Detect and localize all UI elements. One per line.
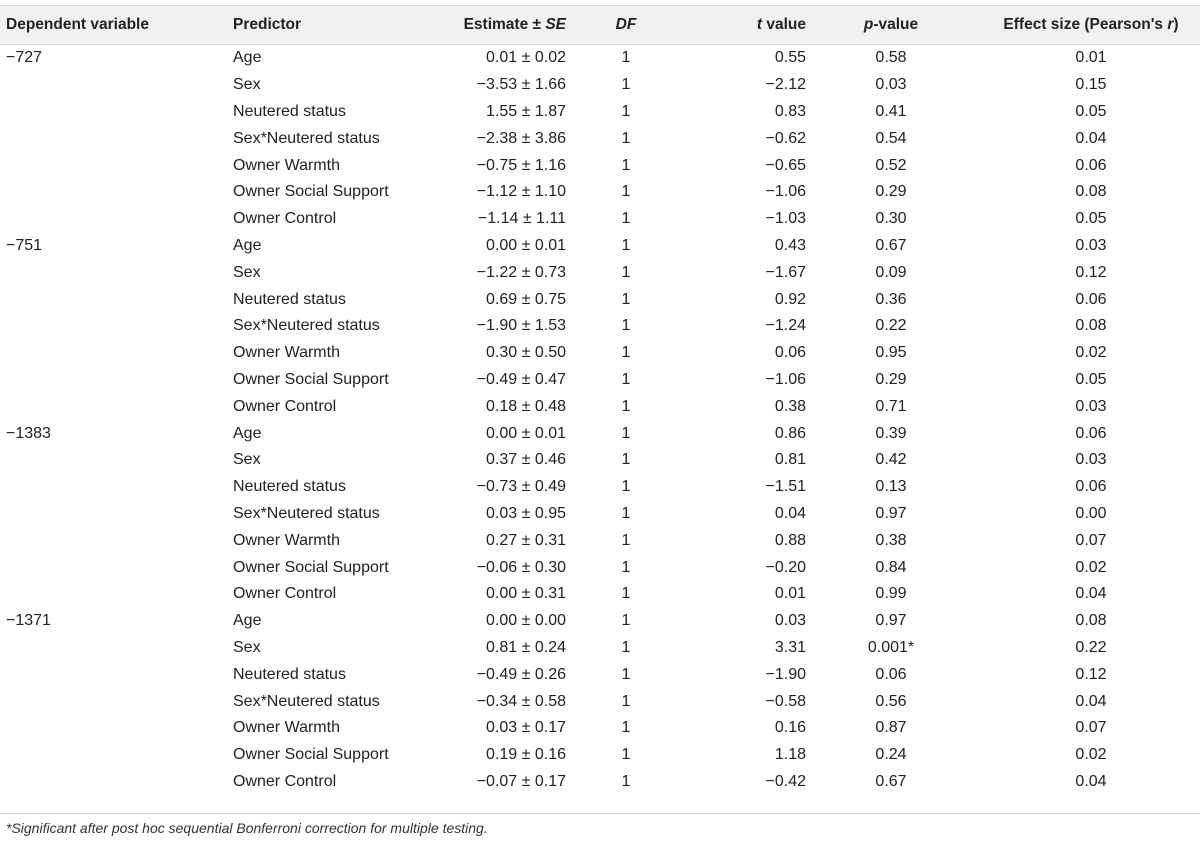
cell-predictor: Sex <box>233 451 261 469</box>
cell-predictor: Owner Social Support <box>233 183 389 201</box>
header-effect-prefix: Effect size (Pearson's <box>1003 16 1168 33</box>
cell-dependent-variable <box>0 688 233 715</box>
table-row <box>0 474 1200 501</box>
header-t-rest: value <box>762 16 806 33</box>
cell-predictor: Owner Social Support <box>233 370 389 388</box>
table-row <box>0 501 1200 528</box>
cell-df: 1 <box>621 692 631 710</box>
cell-effect-size: 0.15 <box>1075 76 1107 94</box>
cell-estimate: −2.38 ± 3.86 <box>476 129 566 147</box>
cell-effect-size: 0.04 <box>1075 129 1107 147</box>
table-row <box>0 72 1200 99</box>
table-row <box>0 259 1200 286</box>
cell-df: 1 <box>621 531 631 549</box>
cell-p-value: 0.06 <box>875 665 907 683</box>
cell-p-value: 0.22 <box>875 317 907 335</box>
cell-t-value: −1.06 <box>765 183 806 201</box>
header-p-rest: -value <box>873 16 919 33</box>
cell-predictor: Age <box>233 612 262 630</box>
cell-df: 1 <box>621 478 631 496</box>
cell-t-value: −0.58 <box>765 692 806 710</box>
cell-df: 1 <box>621 344 631 362</box>
cell-dependent-variable <box>0 715 233 742</box>
table-row <box>0 608 1200 635</box>
header-estimate <box>408 5 566 45</box>
cell-estimate: 0.69 ± 0.75 <box>486 290 566 308</box>
header-p-italic: p <box>863 16 874 33</box>
cell-t-value: 0.86 <box>774 424 806 442</box>
cell-estimate: −0.75 ± 1.16 <box>476 156 566 174</box>
header-effect-suffix: ) <box>1173 16 1179 33</box>
cell-t-value: −1.03 <box>765 210 806 228</box>
cell-dependent-variable <box>0 313 233 340</box>
cell-df: 1 <box>621 290 631 308</box>
cell-dependent-variable <box>0 501 233 528</box>
cell-predictor: Owner Warmth <box>233 344 340 362</box>
cell-effect-size: 0.04 <box>1075 585 1107 603</box>
table-row <box>0 179 1200 206</box>
cell-t-value: −1.06 <box>765 370 806 388</box>
cell-p-value: 0.87 <box>875 719 907 737</box>
cell-t-value: 3.31 <box>774 638 806 656</box>
cell-effect-size: 0.02 <box>1075 746 1107 764</box>
table-row <box>0 420 1200 447</box>
cell-p-value: 0.52 <box>875 156 907 174</box>
table-row <box>0 661 1200 688</box>
cell-estimate: 0.01 ± 0.02 <box>486 49 566 67</box>
cell-t-value: −0.65 <box>765 156 806 174</box>
table-row <box>0 527 1200 554</box>
cell-effect-size: 0.08 <box>1075 317 1107 335</box>
cell-p-value: 0.36 <box>875 290 907 308</box>
cell-effect-size: 0.22 <box>1075 638 1107 656</box>
cell-t-value: −1.90 <box>765 665 806 683</box>
cell-df: 1 <box>621 210 631 228</box>
cell-dependent-variable: −1383 <box>6 424 51 442</box>
cell-p-value: 0.54 <box>875 129 907 147</box>
cell-effect-size: 0.06 <box>1075 156 1107 174</box>
header-t-italic: t <box>756 16 763 33</box>
table-row <box>0 233 1200 260</box>
cell-p-value: 0.99 <box>875 585 907 603</box>
cell-t-value: −2.12 <box>765 76 806 94</box>
cell-p-value: 0.39 <box>875 424 907 442</box>
cell-t-value: 0.04 <box>774 504 806 522</box>
header-row <box>0 5 1200 45</box>
cell-t-value: 0.55 <box>774 49 806 67</box>
cell-dependent-variable <box>0 447 233 474</box>
table-row <box>0 715 1200 742</box>
cell-estimate: 0.00 ± 0.01 <box>486 236 566 254</box>
footnote: *Significant after post hoc sequential Bonferroni correction for multiple testing. <box>6 820 488 836</box>
header-df: DF <box>615 16 637 33</box>
cell-effect-size: 0.02 <box>1075 344 1107 362</box>
table-row <box>0 393 1200 420</box>
cell-df: 1 <box>621 772 631 790</box>
bottom-rule <box>0 813 1200 814</box>
cell-predictor: Neutered status <box>233 290 346 308</box>
cell-effect-size: 0.00 <box>1075 504 1107 522</box>
cell-effect-size: 0.03 <box>1075 236 1107 254</box>
cell-effect-size: 0.06 <box>1075 478 1107 496</box>
cell-df: 1 <box>621 585 631 603</box>
header-estimate-prefix: Estimate ± <box>463 16 546 33</box>
cell-effect-size: 0.08 <box>1075 612 1107 630</box>
table-body <box>0 45 1200 795</box>
cell-dependent-variable <box>0 661 233 688</box>
table-row <box>0 152 1200 179</box>
cell-df: 1 <box>621 102 631 120</box>
table-row <box>0 99 1200 126</box>
cell-predictor: Owner Control <box>233 585 337 603</box>
cell-p-value: 0.38 <box>875 531 907 549</box>
cell-predictor: Sex*Neutered status <box>233 504 380 522</box>
cell-effect-size: 0.05 <box>1075 102 1107 120</box>
cell-t-value: 0.92 <box>774 290 806 308</box>
cell-p-value: 0.03 <box>875 76 907 94</box>
table-row <box>0 769 1200 796</box>
cell-estimate: −0.06 ± 0.30 <box>476 558 566 576</box>
cell-estimate: 0.27 ± 0.31 <box>486 531 566 549</box>
cell-t-value: 0.38 <box>774 397 806 415</box>
cell-effect-size: 0.08 <box>1075 183 1107 201</box>
cell-estimate: 0.00 ± 0.00 <box>486 612 566 630</box>
cell-estimate: −1.14 ± 1.11 <box>477 210 566 228</box>
cell-predictor: Age <box>233 424 262 442</box>
header-dependent-variable: Dependent variable <box>6 16 149 33</box>
cell-p-value: 0.67 <box>875 772 907 790</box>
cell-estimate: 0.37 ± 0.46 <box>486 451 566 469</box>
cell-estimate: −0.07 ± 0.17 <box>476 772 566 790</box>
cell-p-value: 0.84 <box>875 558 907 576</box>
cell-predictor: Neutered status <box>233 665 346 683</box>
cell-df: 1 <box>621 236 631 254</box>
cell-p-value: 0.001* <box>867 638 915 656</box>
cell-df: 1 <box>621 370 631 388</box>
cell-t-value: 0.88 <box>774 531 806 549</box>
cell-t-value: −0.42 <box>765 772 806 790</box>
cell-effect-size: 0.06 <box>1075 290 1107 308</box>
cell-predictor: Owner Warmth <box>233 531 340 549</box>
cell-effect-size: 0.05 <box>1075 210 1107 228</box>
cell-df: 1 <box>621 183 631 201</box>
cell-dependent-variable <box>0 152 233 179</box>
table-row <box>0 45 1200 72</box>
cell-df: 1 <box>621 156 631 174</box>
cell-df: 1 <box>621 665 631 683</box>
cell-dependent-variable <box>0 72 233 99</box>
cell-predictor: Owner Control <box>233 397 337 415</box>
cell-t-value: 0.16 <box>774 719 806 737</box>
cell-df: 1 <box>621 719 631 737</box>
cell-predictor: Sex*Neutered status <box>233 692 380 710</box>
cell-p-value: 0.58 <box>875 49 907 67</box>
cell-df: 1 <box>621 451 631 469</box>
table-row <box>0 125 1200 152</box>
cell-df: 1 <box>621 49 631 67</box>
cell-dependent-variable <box>0 286 233 313</box>
cell-effect-size: 0.04 <box>1075 692 1107 710</box>
cell-predictor: Neutered status <box>233 478 346 496</box>
header-p-value <box>806 5 976 45</box>
cell-p-value: 0.29 <box>875 370 907 388</box>
cell-df: 1 <box>621 558 631 576</box>
table-row <box>0 581 1200 608</box>
cell-estimate: −0.49 ± 0.26 <box>476 665 566 683</box>
cell-dependent-variable <box>0 474 233 501</box>
cell-t-value: −1.24 <box>765 317 806 335</box>
cell-predictor: Owner Social Support <box>233 558 389 576</box>
table-row <box>0 635 1200 662</box>
cell-t-value: 0.01 <box>774 585 806 603</box>
cell-p-value: 0.29 <box>875 183 907 201</box>
cell-estimate: −1.90 ± 1.53 <box>476 317 566 335</box>
table-row <box>0 367 1200 394</box>
cell-dependent-variable <box>0 742 233 769</box>
cell-t-value: 0.81 <box>774 451 806 469</box>
cell-t-value: 0.43 <box>774 236 806 254</box>
cell-df: 1 <box>621 317 631 335</box>
cell-df: 1 <box>621 424 631 442</box>
cell-df: 1 <box>621 746 631 764</box>
cell-predictor: Sex <box>233 76 261 94</box>
cell-estimate: 1.55 ± 1.87 <box>486 102 566 120</box>
cell-p-value: 0.97 <box>875 504 907 522</box>
cell-t-value: −1.67 <box>765 263 806 281</box>
cell-predictor: Owner Warmth <box>233 719 340 737</box>
header-effect-size <box>976 5 1200 45</box>
table-row <box>0 688 1200 715</box>
cell-effect-size: 0.06 <box>1075 424 1107 442</box>
cell-t-value: −0.20 <box>765 558 806 576</box>
cell-effect-size: 0.04 <box>1075 772 1107 790</box>
cell-dependent-variable <box>0 259 233 286</box>
cell-estimate: −3.53 ± 1.66 <box>476 76 566 94</box>
header-estimate-se: SE <box>545 16 566 33</box>
cell-dependent-variable: −727 <box>6 49 43 67</box>
cell-effect-size: 0.12 <box>1075 263 1107 281</box>
cell-predictor: Sex <box>233 638 261 656</box>
cell-df: 1 <box>621 397 631 415</box>
cell-dependent-variable <box>0 367 233 394</box>
cell-estimate: −1.12 ± 1.10 <box>476 183 566 201</box>
table-row <box>0 554 1200 581</box>
cell-p-value: 0.13 <box>875 478 907 496</box>
cell-effect-size: 0.03 <box>1075 397 1107 415</box>
cell-p-value: 0.30 <box>875 210 907 228</box>
cell-p-value: 0.95 <box>875 344 907 362</box>
cell-estimate: 0.00 ± 0.31 <box>486 585 566 603</box>
cell-p-value: 0.24 <box>875 746 907 764</box>
cell-estimate: 0.30 ± 0.50 <box>486 344 566 362</box>
cell-df: 1 <box>621 504 631 522</box>
cell-effect-size: 0.12 <box>1075 665 1107 683</box>
table-row <box>0 447 1200 474</box>
cell-p-value: 0.67 <box>875 236 907 254</box>
cell-p-value: 0.41 <box>875 102 907 120</box>
cell-t-value: 0.83 <box>774 102 806 120</box>
cell-dependent-variable <box>0 527 233 554</box>
cell-effect-size: 0.02 <box>1075 558 1107 576</box>
cell-p-value: 0.97 <box>875 612 907 630</box>
cell-predictor: Sex <box>233 263 261 281</box>
cell-effect-size: 0.07 <box>1075 531 1107 549</box>
cell-dependent-variable <box>0 99 233 126</box>
cell-predictor: Owner Control <box>233 210 337 228</box>
table-row <box>0 340 1200 367</box>
cell-p-value: 0.42 <box>875 451 907 469</box>
cell-estimate: −0.73 ± 0.49 <box>476 478 566 496</box>
cell-df: 1 <box>621 612 631 630</box>
cell-effect-size: 0.07 <box>1075 719 1107 737</box>
cell-estimate: 0.18 ± 0.48 <box>486 397 566 415</box>
cell-t-value: 0.06 <box>774 344 806 362</box>
cell-dependent-variable <box>0 206 233 233</box>
cell-dependent-variable <box>0 635 233 662</box>
cell-p-value: 0.09 <box>875 263 907 281</box>
cell-estimate: 0.03 ± 0.95 <box>486 504 566 522</box>
cell-estimate: −0.49 ± 0.47 <box>476 370 566 388</box>
cell-dependent-variable <box>0 340 233 367</box>
table-row <box>0 206 1200 233</box>
cell-dependent-variable <box>0 581 233 608</box>
cell-dependent-variable <box>0 393 233 420</box>
cell-estimate: −1.22 ± 0.73 <box>476 263 566 281</box>
cell-dependent-variable: −751 <box>6 236 43 254</box>
cell-t-value: −0.62 <box>765 129 806 147</box>
cell-df: 1 <box>621 76 631 94</box>
cell-predictor: Owner Control <box>233 772 337 790</box>
cell-t-value: −1.51 <box>765 478 806 496</box>
cell-t-value: 0.03 <box>774 612 806 630</box>
cell-estimate: 0.03 ± 0.17 <box>486 719 566 737</box>
cell-df: 1 <box>621 638 631 656</box>
header-t-value <box>686 5 806 45</box>
cell-dependent-variable <box>0 769 233 796</box>
cell-df: 1 <box>621 129 631 147</box>
cell-dependent-variable <box>0 179 233 206</box>
header-predictor: Predictor <box>233 16 302 33</box>
cell-dependent-variable: −1371 <box>6 612 51 630</box>
cell-dependent-variable <box>0 554 233 581</box>
cell-predictor: Owner Social Support <box>233 746 389 764</box>
header-effect-r: r <box>1167 16 1174 33</box>
cell-estimate: 0.00 ± 0.01 <box>486 424 566 442</box>
cell-predictor: Owner Warmth <box>233 156 340 174</box>
cell-p-value: 0.56 <box>875 692 907 710</box>
table-row <box>0 742 1200 769</box>
cell-predictor: Neutered status <box>233 102 346 120</box>
cell-predictor: Age <box>233 49 262 67</box>
cell-estimate: −0.34 ± 0.58 <box>476 692 566 710</box>
table-row <box>0 286 1200 313</box>
table-row <box>0 313 1200 340</box>
cell-t-value: 1.18 <box>774 746 806 764</box>
cell-effect-size: 0.05 <box>1075 370 1107 388</box>
cell-estimate: 0.19 ± 0.16 <box>486 746 566 764</box>
cell-predictor: Sex*Neutered status <box>233 317 380 335</box>
cell-effect-size: 0.01 <box>1075 49 1107 67</box>
cell-df: 1 <box>621 263 631 281</box>
results-table <box>0 5 1200 795</box>
cell-dependent-variable <box>0 125 233 152</box>
cell-p-value: 0.71 <box>875 397 907 415</box>
cell-predictor: Age <box>233 236 262 254</box>
cell-predictor: Sex*Neutered status <box>233 129 380 147</box>
cell-estimate: 0.81 ± 0.24 <box>486 638 566 656</box>
cell-effect-size: 0.03 <box>1075 451 1107 469</box>
